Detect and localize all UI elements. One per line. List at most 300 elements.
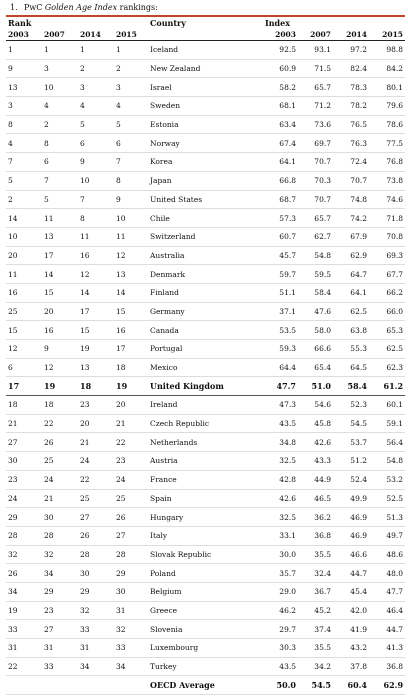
rank-cell: 30 bbox=[78, 564, 114, 583]
rank-cell: 9 bbox=[78, 153, 114, 172]
index-cell: 51.0 bbox=[298, 377, 333, 396]
country-cell: Slovak Republic bbox=[148, 545, 263, 564]
rank-cell: 2 bbox=[114, 59, 148, 78]
rank-year-header: 2007 bbox=[42, 29, 78, 41]
rank-cell: 23 bbox=[114, 452, 148, 471]
index-cell: 59.1 bbox=[369, 414, 405, 433]
table-caption bbox=[6, 2, 405, 13]
index-cell: 32.4 bbox=[298, 564, 333, 583]
rank-cell: 34 bbox=[42, 564, 78, 583]
rank-cell: 26 bbox=[114, 508, 148, 527]
index-cell: 35.5 bbox=[298, 639, 333, 658]
country-cell: Spain bbox=[148, 489, 263, 508]
country-cell: Belgium bbox=[148, 582, 263, 601]
index-cell: 61.2 bbox=[369, 377, 405, 396]
index-cell: 60.9 bbox=[263, 59, 298, 78]
index-cell: 66.2 bbox=[369, 283, 405, 302]
rank-cell: 32 bbox=[6, 545, 42, 564]
rank-cell: 6 bbox=[78, 134, 114, 153]
rank-cell: 9 bbox=[6, 59, 42, 78]
average-index-cell: 62.9 bbox=[369, 676, 405, 695]
country-header: Country bbox=[150, 18, 186, 28]
country-cell: Australia bbox=[148, 246, 263, 265]
table-row bbox=[6, 396, 405, 415]
index-cell: 60.1 bbox=[369, 396, 405, 415]
rank-cell: 20 bbox=[78, 414, 114, 433]
rank-cell: 23 bbox=[42, 601, 78, 620]
index-cell: 30.0 bbox=[263, 545, 298, 564]
table-body bbox=[6, 41, 405, 695]
index-cell: 35.7 bbox=[263, 564, 298, 583]
table-row bbox=[6, 470, 405, 489]
rank-cell: 8 bbox=[114, 171, 148, 190]
rank-cell: 14 bbox=[6, 209, 42, 228]
rank-cell: 16 bbox=[42, 321, 78, 340]
table-row bbox=[6, 377, 405, 396]
index-cell: 62.7 bbox=[298, 227, 333, 246]
rank-cell: 2 bbox=[6, 190, 42, 209]
country-cell: Italy bbox=[148, 526, 263, 545]
rank-cell: 11 bbox=[42, 209, 78, 228]
index-cell: 29.7 bbox=[263, 620, 298, 639]
index-cell: 69.3 bbox=[369, 246, 405, 265]
index-year-header: 2007 bbox=[298, 29, 333, 41]
table-row bbox=[6, 526, 405, 545]
index-cell: 48.0 bbox=[369, 564, 405, 583]
table-row bbox=[6, 209, 405, 228]
rank-year-header: 2003 bbox=[6, 29, 42, 41]
table-row bbox=[6, 265, 405, 284]
index-cell: 68.7 bbox=[263, 190, 298, 209]
rank-cell: 21 bbox=[78, 433, 114, 452]
rank-cell: 1 bbox=[42, 41, 78, 60]
index-cell: 46.9 bbox=[333, 526, 369, 545]
index-cell: 73.6 bbox=[298, 115, 333, 134]
rank-cell: 34 bbox=[114, 657, 148, 676]
index-cell: 53.2 bbox=[369, 470, 405, 489]
rank-cell: 20 bbox=[42, 302, 78, 321]
index-cell: 37.1 bbox=[263, 302, 298, 321]
country-cell: Denmark bbox=[148, 265, 263, 284]
country-cell: France bbox=[148, 470, 263, 489]
rank-cell: 13 bbox=[78, 358, 114, 377]
index-cell: 57.3 bbox=[263, 209, 298, 228]
rank-cell: 11 bbox=[78, 227, 114, 246]
index-year-header: 2015 bbox=[369, 29, 405, 41]
index-cell: 78.2 bbox=[333, 97, 369, 116]
rank-cell: 27 bbox=[42, 620, 78, 639]
rank-cell: 27 bbox=[78, 508, 114, 527]
index-cell: 47.7 bbox=[263, 377, 298, 396]
rank-cell: 19 bbox=[114, 377, 148, 396]
empty-rank-cell bbox=[6, 676, 42, 695]
table-row bbox=[6, 545, 405, 564]
rank-cell: 31 bbox=[78, 639, 114, 658]
rank-cell: 16 bbox=[6, 283, 42, 302]
rank-cell: 25 bbox=[6, 302, 42, 321]
index-cell: 49.9 bbox=[333, 489, 369, 508]
index-cell: 46.6 bbox=[333, 545, 369, 564]
country-cell: Israel bbox=[148, 78, 263, 97]
index-cell: 74.6 bbox=[369, 190, 405, 209]
index-cell: 70.7 bbox=[298, 190, 333, 209]
rank-cell: 30 bbox=[42, 508, 78, 527]
table-row bbox=[6, 657, 405, 676]
average-index-cell: 50.0 bbox=[263, 676, 298, 695]
index-cell: 36.2 bbox=[298, 508, 333, 527]
rank-cell: 24 bbox=[42, 470, 78, 489]
index-cell: 53.5 bbox=[263, 321, 298, 340]
table-row bbox=[6, 452, 405, 471]
rankings-table bbox=[6, 17, 405, 695]
rank-cell: 18 bbox=[114, 358, 148, 377]
index-cell: 52.5 bbox=[369, 489, 405, 508]
country-cell: Norway bbox=[148, 134, 263, 153]
index-cell: 34.8 bbox=[263, 433, 298, 452]
rank-cell: 2 bbox=[42, 115, 78, 134]
table-row bbox=[6, 115, 405, 134]
rank-cell: 28 bbox=[42, 526, 78, 545]
table-row bbox=[6, 246, 405, 265]
index-cell: 42.8 bbox=[263, 470, 298, 489]
rank-cell: 29 bbox=[42, 582, 78, 601]
rank-cell: 24 bbox=[114, 470, 148, 489]
index-cell: 59.3 bbox=[263, 340, 298, 359]
index-cell: 63.4 bbox=[263, 115, 298, 134]
index-cell: 36.7 bbox=[298, 582, 333, 601]
country-cell: Hungary bbox=[148, 508, 263, 527]
index-cell: 74.8 bbox=[333, 190, 369, 209]
index-year-header: 2014 bbox=[333, 29, 369, 41]
index-cell: 62.9 bbox=[333, 246, 369, 265]
rank-cell: 22 bbox=[6, 657, 42, 676]
index-cell: 65.7 bbox=[298, 209, 333, 228]
rank-cell: 29 bbox=[78, 582, 114, 601]
rank-cell: 23 bbox=[6, 470, 42, 489]
rank-cell: 4 bbox=[6, 134, 42, 153]
rank-cell: 16 bbox=[114, 321, 148, 340]
index-cell: 67.9 bbox=[333, 227, 369, 246]
index-cell: 59.7 bbox=[263, 265, 298, 284]
index-cell: 46.4 bbox=[369, 601, 405, 620]
index-cell: 45.7 bbox=[263, 246, 298, 265]
index-cell: 70.8 bbox=[369, 227, 405, 246]
index-cell: 62.5 bbox=[369, 340, 405, 359]
country-cell: Portugal bbox=[148, 340, 263, 359]
country-cell: Finland bbox=[148, 283, 263, 302]
average-label: OECD Average bbox=[148, 676, 263, 695]
table-row bbox=[6, 190, 405, 209]
index-cell: 97.2 bbox=[333, 41, 369, 60]
rank-cell: 18 bbox=[6, 396, 42, 415]
rank-cell: 32 bbox=[42, 545, 78, 564]
rank-cell: 17 bbox=[114, 340, 148, 359]
index-cell: 58.2 bbox=[263, 78, 298, 97]
index-cell: 66.6 bbox=[298, 340, 333, 359]
index-cell: 74.2 bbox=[333, 209, 369, 228]
index-cell: 67.4 bbox=[263, 134, 298, 153]
index-cell: 64.5 bbox=[333, 358, 369, 377]
index-cell: 78.6 bbox=[369, 115, 405, 134]
rank-cell: 33 bbox=[114, 639, 148, 658]
rank-cell: 15 bbox=[78, 321, 114, 340]
country-cell: Switzerland bbox=[148, 227, 263, 246]
index-cell: 32.5 bbox=[263, 452, 298, 471]
index-cell: 65.4 bbox=[298, 358, 333, 377]
index-cell: 54.6 bbox=[298, 396, 333, 415]
index-cell: 64.4 bbox=[263, 358, 298, 377]
rank-cell: 12 bbox=[78, 265, 114, 284]
index-cell: 29.0 bbox=[263, 582, 298, 601]
rank-cell: 25 bbox=[78, 489, 114, 508]
index-cell: 53.7 bbox=[333, 433, 369, 452]
index-year-header: 2003 bbox=[263, 29, 298, 41]
index-cell: 54.8 bbox=[298, 246, 333, 265]
index-cell: 63.8 bbox=[333, 321, 369, 340]
rank-cell: 20 bbox=[114, 396, 148, 415]
rank-cell: 22 bbox=[78, 470, 114, 489]
rank-cell: 3 bbox=[78, 78, 114, 97]
index-cell: 46.9 bbox=[333, 508, 369, 527]
index-cell: 45.4 bbox=[333, 582, 369, 601]
index-cell: 82.4 bbox=[333, 59, 369, 78]
rank-cell: 6 bbox=[6, 358, 42, 377]
empty-rank-cell bbox=[78, 676, 114, 695]
rank-cell: 7 bbox=[114, 153, 148, 172]
rank-cell: 17 bbox=[6, 377, 42, 396]
rank-cell: 12 bbox=[114, 246, 148, 265]
index-cell: 34.2 bbox=[298, 657, 333, 676]
header-group-row bbox=[6, 17, 405, 29]
index-cell: 71.2 bbox=[298, 97, 333, 116]
rank-cell: 26 bbox=[6, 564, 42, 583]
rank-cell: 7 bbox=[78, 190, 114, 209]
index-cell: 64.7 bbox=[333, 265, 369, 284]
rank-cell: 10 bbox=[78, 171, 114, 190]
index-cell: 71.8 bbox=[369, 209, 405, 228]
rank-cell: 3 bbox=[114, 78, 148, 97]
table-row bbox=[6, 302, 405, 321]
index-cell: 43.2 bbox=[333, 639, 369, 658]
rank-cell: 6 bbox=[114, 134, 148, 153]
rank-cell: 10 bbox=[114, 209, 148, 228]
rank-cell: 4 bbox=[42, 97, 78, 116]
rank-year-header: 2015 bbox=[114, 29, 148, 41]
empty-rank-cell bbox=[42, 676, 78, 695]
index-cell: 52.3 bbox=[333, 396, 369, 415]
rank-cell: 17 bbox=[42, 246, 78, 265]
index-cell: 68.1 bbox=[263, 97, 298, 116]
index-cell: 43.5 bbox=[263, 414, 298, 433]
table-row bbox=[6, 564, 405, 583]
table-row bbox=[6, 582, 405, 601]
index-cell: 73.8 bbox=[369, 171, 405, 190]
index-cell: 51.2 bbox=[333, 452, 369, 471]
rank-cell: 34 bbox=[78, 657, 114, 676]
country-cell: Luxembourg bbox=[148, 639, 263, 658]
table-row bbox=[6, 41, 405, 60]
country-cell: Germany bbox=[148, 302, 263, 321]
rank-cell: 3 bbox=[42, 59, 78, 78]
index-cell: 47.7 bbox=[369, 582, 405, 601]
country-cell: United Kingdom bbox=[148, 377, 263, 396]
table-row bbox=[6, 171, 405, 190]
index-cell: 42.0 bbox=[333, 601, 369, 620]
index-cell: 69.7 bbox=[298, 134, 333, 153]
country-cell: Estonia bbox=[148, 115, 263, 134]
index-cell: 67.7 bbox=[369, 265, 405, 284]
index-cell: 44.9 bbox=[298, 470, 333, 489]
rank-cell: 15 bbox=[114, 302, 148, 321]
rank-cell: 1 bbox=[114, 41, 148, 60]
index-cell: 79.6 bbox=[369, 97, 405, 116]
index-cell: 77.5 bbox=[369, 134, 405, 153]
rank-cell: 15 bbox=[42, 283, 78, 302]
index-cell: 65.3 bbox=[369, 321, 405, 340]
index-cell: 59.5 bbox=[298, 265, 333, 284]
index-cell: 41.3 bbox=[369, 639, 405, 658]
oecd-average-row bbox=[6, 676, 405, 695]
index-cell: 46.5 bbox=[298, 489, 333, 508]
rank-cell: 34 bbox=[6, 582, 42, 601]
table-row bbox=[6, 283, 405, 302]
country-cell: Ireland bbox=[148, 396, 263, 415]
rank-cell: 18 bbox=[42, 396, 78, 415]
index-cell: 54.8 bbox=[369, 452, 405, 471]
country-cell: United States bbox=[148, 190, 263, 209]
rank-cell: 28 bbox=[6, 526, 42, 545]
index-cell: 43.5 bbox=[263, 657, 298, 676]
index-cell: 93.1 bbox=[298, 41, 333, 60]
index-cell: 44.7 bbox=[333, 564, 369, 583]
rank-cell: 30 bbox=[114, 582, 148, 601]
table-row bbox=[6, 78, 405, 97]
rank-cell: 5 bbox=[6, 171, 42, 190]
table-row bbox=[6, 620, 405, 639]
rank-cell: 7 bbox=[42, 171, 78, 190]
index-cell: 52.4 bbox=[333, 470, 369, 489]
index-cell: 70.3 bbox=[298, 171, 333, 190]
rank-cell: 1 bbox=[78, 41, 114, 60]
rank-cell: 21 bbox=[42, 489, 78, 508]
rank-cell: 28 bbox=[78, 545, 114, 564]
rank-cell: 15 bbox=[6, 321, 42, 340]
table-row bbox=[6, 227, 405, 246]
table-row bbox=[6, 414, 405, 433]
table-row bbox=[6, 97, 405, 116]
rank-cell: 14 bbox=[78, 283, 114, 302]
average-index-cell: 54.5 bbox=[298, 676, 333, 695]
header-year-row bbox=[6, 29, 405, 41]
rank-cell: 14 bbox=[114, 283, 148, 302]
index-cell: 76.3 bbox=[333, 134, 369, 153]
table-row bbox=[6, 134, 405, 153]
rank-cell: 7 bbox=[6, 153, 42, 172]
index-cell: 98.8 bbox=[369, 41, 405, 60]
rank-cell: 22 bbox=[42, 414, 78, 433]
index-cell: 46.2 bbox=[263, 601, 298, 620]
rank-cell: 25 bbox=[42, 452, 78, 471]
country-cell: Greece bbox=[148, 601, 263, 620]
rank-cell: 3 bbox=[6, 97, 42, 116]
table-row bbox=[6, 489, 405, 508]
rank-cell: 4 bbox=[78, 97, 114, 116]
rank-cell: 9 bbox=[114, 190, 148, 209]
rank-cell: 17 bbox=[78, 302, 114, 321]
rank-cell: 32 bbox=[78, 601, 114, 620]
index-cell: 51.3 bbox=[369, 508, 405, 527]
table-row bbox=[6, 639, 405, 658]
country-cell: Chile bbox=[148, 209, 263, 228]
table-row bbox=[6, 508, 405, 527]
index-cell: 45.8 bbox=[298, 414, 333, 433]
rank-year-header: 2014 bbox=[78, 29, 114, 41]
rank-cell: 32 bbox=[114, 620, 148, 639]
rank-cell: 23 bbox=[78, 396, 114, 415]
table-row bbox=[6, 59, 405, 78]
rank-cell: 9 bbox=[42, 340, 78, 359]
index-cell: 36.8 bbox=[369, 657, 405, 676]
rank-cell: 4 bbox=[114, 97, 148, 116]
index-cell: 76.8 bbox=[369, 153, 405, 172]
rank-cell: 6 bbox=[42, 153, 78, 172]
rank-cell: 25 bbox=[114, 489, 148, 508]
rank-cell: 13 bbox=[114, 265, 148, 284]
index-cell: 33.1 bbox=[263, 526, 298, 545]
index-cell: 41.9 bbox=[333, 620, 369, 639]
rank-cell: 18 bbox=[78, 377, 114, 396]
country-cell: Japan bbox=[148, 171, 263, 190]
rank-cell: 13 bbox=[42, 227, 78, 246]
index-cell: 45.2 bbox=[298, 601, 333, 620]
index-cell: 42.6 bbox=[298, 433, 333, 452]
country-cell: Sweden bbox=[148, 97, 263, 116]
rank-cell: 19 bbox=[6, 601, 42, 620]
index-cell: 64.1 bbox=[333, 283, 369, 302]
index-cell: 58.4 bbox=[298, 283, 333, 302]
table-row bbox=[6, 153, 405, 172]
index-cell: 37.4 bbox=[298, 620, 333, 639]
index-cell: 62.5 bbox=[333, 302, 369, 321]
rank-cell: 21 bbox=[6, 414, 42, 433]
index-cell: 71.5 bbox=[298, 59, 333, 78]
rank-cell: 8 bbox=[78, 209, 114, 228]
index-cell: 51.1 bbox=[263, 283, 298, 302]
rank-cell: 27 bbox=[6, 433, 42, 452]
index-cell: 56.4 bbox=[369, 433, 405, 452]
average-index-cell: 60.4 bbox=[333, 676, 369, 695]
rank-cell: 31 bbox=[114, 601, 148, 620]
rank-cell: 26 bbox=[42, 433, 78, 452]
index-cell: 92.5 bbox=[263, 41, 298, 60]
rank-cell: 28 bbox=[114, 545, 148, 564]
index-cell: 60.7 bbox=[263, 227, 298, 246]
index-cell: 62.3 bbox=[369, 358, 405, 377]
rank-group-header: Rank bbox=[8, 18, 32, 28]
rank-cell: 27 bbox=[114, 526, 148, 545]
rank-cell: 11 bbox=[114, 227, 148, 246]
index-cell: 54.5 bbox=[333, 414, 369, 433]
rank-cell: 12 bbox=[6, 340, 42, 359]
country-cell: Slovenia bbox=[148, 620, 263, 639]
rank-cell: 12 bbox=[42, 358, 78, 377]
country-cell: New Zealand bbox=[148, 59, 263, 78]
rank-cell: 5 bbox=[78, 115, 114, 134]
rank-cell: 33 bbox=[6, 620, 42, 639]
rank-cell: 2 bbox=[78, 59, 114, 78]
index-cell: 47.3 bbox=[263, 396, 298, 415]
index-group-header: Index bbox=[265, 18, 291, 28]
